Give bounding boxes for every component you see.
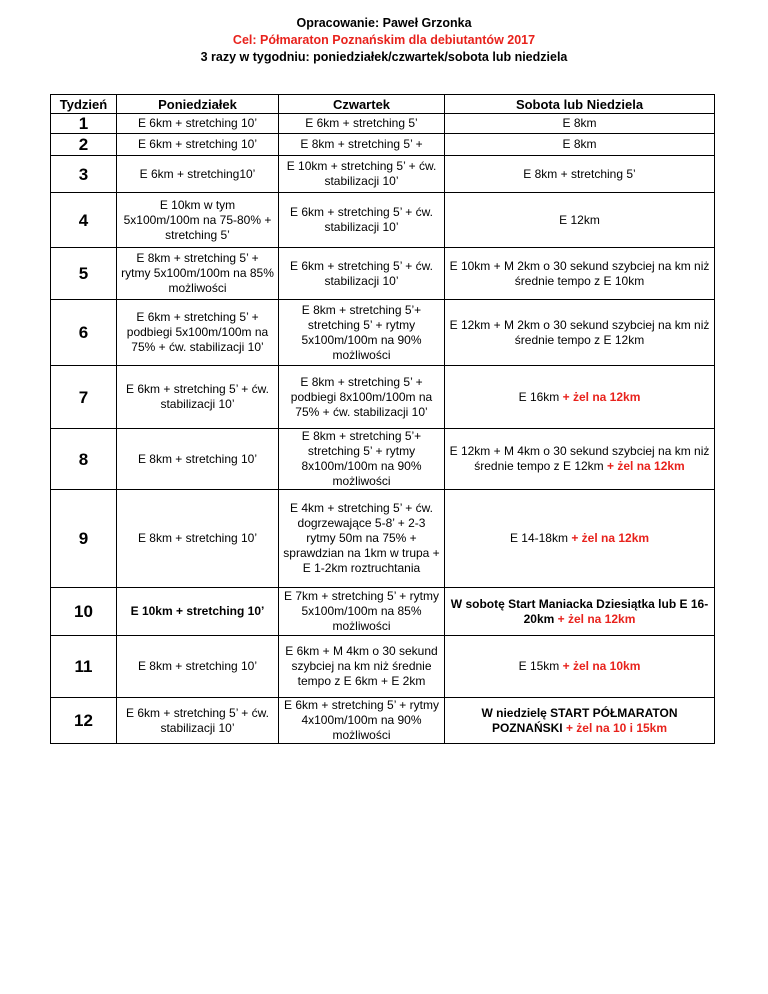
thursday-cell-text: E 8km + stretching 5’+ stretching 5’ + rytmy 8x100m/100m na 90% możliwości <box>301 429 422 488</box>
weekend-cell-text: W sobotę Start Maniacka Dziesiątka lub E 16-20km <box>450 596 709 626</box>
monday-cell-text: E 6km + stretching 5’ + podbiegi 5x100m/100m na 75% + ćw. stabilizacji 10’ <box>126 310 269 354</box>
table-row <box>51 248 715 300</box>
week-number-cell-text: 11 <box>74 657 93 676</box>
thursday-cell <box>279 636 445 698</box>
weekend-cell <box>445 193 715 248</box>
week-number-cell-text: 7 <box>78 387 89 407</box>
gel-note: + żel na 12km <box>559 389 641 404</box>
table-header-row <box>51 95 715 114</box>
week-number-cell <box>51 300 117 366</box>
week-number-cell-text: 8 <box>78 449 89 469</box>
monday-cell <box>117 193 279 248</box>
table-row <box>51 300 715 366</box>
table-row <box>51 490 715 588</box>
column-header-weekend: Sobota lub Niedziela <box>445 95 715 114</box>
week-number-cell-text: 10 <box>74 602 93 621</box>
gel-note: + żel na 12km <box>554 611 636 626</box>
thursday-cell <box>279 248 445 300</box>
week-number-cell <box>51 698 117 744</box>
thursday-cell <box>279 300 445 366</box>
monday-cell <box>117 490 279 588</box>
gel-note: + żel na 12km <box>603 459 685 473</box>
thursday-cell-text: E 4km + stretching 5’ + ćw. dogrzewające 5-8’ + 2-3 rytmy 50m na 75% + sprawdzian na 1km w trupa + E 1-2km roztruchtania <box>283 501 440 575</box>
monday-cell-text: E 6km + stretching 5’ + ćw. stabilizacji 10’ <box>126 382 269 411</box>
week-number-cell-text: 2 <box>78 135 89 154</box>
week-number-cell <box>51 636 117 698</box>
weekend-cell-text: E 12km + M 4km o 30 sekund szybciej na km niż średnie tempo z E 12km <box>449 444 710 473</box>
monday-cell <box>117 366 279 429</box>
monday-cell <box>117 588 279 636</box>
weekend-cell-text: E 8km <box>562 116 597 130</box>
monday-cell-text: E 8km + stretching 10’ <box>137 531 258 545</box>
monday-cell <box>117 114 279 134</box>
thursday-cell-text: E 6km + stretching 5’ + ćw. stabilizacji 10’ <box>290 258 433 288</box>
monday-cell-text: E 6km + stretching 10’ <box>137 137 258 151</box>
table-row <box>51 114 715 134</box>
monday-cell <box>117 429 279 490</box>
week-number-cell <box>51 114 117 134</box>
table-row <box>51 698 715 744</box>
thursday-cell <box>279 698 445 744</box>
weekend-cell <box>445 134 715 156</box>
monday-cell <box>117 636 279 698</box>
monday-cell-text: E 6km + stretching 10’ <box>137 116 258 130</box>
weekend-cell <box>445 300 715 366</box>
weekend-cell <box>445 490 715 588</box>
week-number-cell-text: 9 <box>78 529 89 548</box>
table-row <box>51 588 715 636</box>
monday-cell-text: E 6km + stretching10’ <box>139 166 256 181</box>
week-number-cell-text: 12 <box>74 711 93 730</box>
monday-cell-text: E 8km + stretching 10’ <box>137 451 258 466</box>
monday-cell-text: E 10km + stretching 10’ <box>130 604 265 618</box>
thursday-cell-text: E 8km + stretching 5’ + <box>300 137 423 151</box>
table-row <box>51 366 715 429</box>
monday-cell-text: E 8km + stretching 10’ <box>137 659 258 673</box>
column-header-monday: Poniedziałek <box>117 95 279 114</box>
thursday-cell <box>279 429 445 490</box>
training-plan-table <box>50 94 715 744</box>
thursday-cell-text: E 7km + stretching 5’ + rytmy 5x100m/100m na 85% możliwości <box>284 589 439 633</box>
weekend-cell-text: E 16km <box>518 389 560 404</box>
thursday-cell <box>279 156 445 193</box>
weekend-cell-text: E 8km + stretching 5’ <box>523 166 636 181</box>
goal-line: Cel: Półmaraton Poznańskim dla debiutantów 2017 <box>232 33 536 47</box>
week-number-cell <box>51 193 117 248</box>
table-row <box>51 156 715 193</box>
weekend-cell-text: W niedzielę START PÓŁMARATON POZNAŃSKI <box>481 705 678 735</box>
weekend-cell-text: E 14-18km <box>509 531 568 545</box>
monday-cell-text: E 8km + stretching 5’ + rytmy 5x100m/100m na 85% możliwości <box>121 251 274 295</box>
thursday-cell <box>279 114 445 134</box>
week-number-cell-text: 4 <box>78 210 89 230</box>
weekend-cell <box>445 366 715 429</box>
week-number-cell-text: 6 <box>78 323 89 342</box>
weekend-cell-text: E 10km + M 2km o 30 sekund szybciej na km niż średnie tempo z E 10km <box>449 258 710 288</box>
thursday-cell-text: E 8km + stretching 5’ + podbiegi 8x100m/100m na 75% + ćw. stabilizacji 10’ <box>290 374 433 419</box>
weekend-cell <box>445 156 715 193</box>
table-row <box>51 193 715 248</box>
monday-cell <box>117 698 279 744</box>
monday-cell-text: E 10km w tym 5x100m/100m na 75-80% + stretching 5’ <box>123 197 272 242</box>
frequency-line: 3 razy w tygodniu: poniedziałek/czwartek/sobota lub niedziela <box>200 50 568 64</box>
thursday-cell <box>279 490 445 588</box>
thursday-cell <box>279 588 445 636</box>
thursday-cell <box>279 366 445 429</box>
week-number-cell <box>51 588 117 636</box>
week-number-cell <box>51 490 117 588</box>
monday-cell <box>117 156 279 193</box>
table-row <box>51 636 715 698</box>
monday-cell <box>117 300 279 366</box>
thursday-cell-text: E 6km + stretching 5’ + rytmy 4x100m/100m na 90% możliwości <box>284 698 439 742</box>
week-number-cell <box>51 134 117 156</box>
author-line: Opracowanie: Paweł Grzonka <box>296 16 472 30</box>
thursday-cell-text: E 8km + stretching 5’+ stretching 5’ + rytmy 5x100m/100m na 90% możliwości <box>301 302 422 362</box>
column-header-thursday: Czwartek <box>279 95 445 114</box>
gel-note: + żel na 12km <box>567 531 650 545</box>
weekend-cell <box>445 636 715 698</box>
gel-note: + żel na 10km <box>559 659 641 673</box>
week-number-cell-text: 3 <box>78 164 89 184</box>
thursday-cell-text: E 6km + stretching 5’ + ćw. stabilizacji 10’ <box>290 205 433 234</box>
weekend-cell-text: E 8km <box>562 137 597 151</box>
thursday-cell-text: E 6km + M 4km o 30 sekund szybciej na km niż średnie tempo z E 6km + E 2km <box>285 644 438 688</box>
weekend-cell <box>445 248 715 300</box>
week-number-cell <box>51 156 117 193</box>
thursday-cell <box>279 193 445 248</box>
weekend-cell <box>445 588 715 636</box>
weekend-cell <box>445 698 715 744</box>
thursday-cell-text: E 6km + stretching 5’ <box>305 116 418 130</box>
gel-note: + żel na 10 i 15km <box>562 720 668 735</box>
monday-cell <box>117 248 279 300</box>
week-number-cell <box>51 429 117 490</box>
weekend-cell-text: E 15km <box>518 659 560 673</box>
weekend-cell <box>445 429 715 490</box>
week-number-cell <box>51 366 117 429</box>
thursday-cell-text: E 10km + stretching 5’ + ćw. stabilizacji 10’ <box>286 159 437 188</box>
table-row <box>51 134 715 156</box>
weekend-cell-text: E 12km <box>559 212 600 227</box>
week-number-cell <box>51 248 117 300</box>
week-number-cell-text: 1 <box>78 114 89 133</box>
table-row <box>51 429 715 490</box>
weekend-cell <box>445 114 715 134</box>
column-header-week: Tydzień <box>51 95 117 114</box>
week-number-cell-text: 5 <box>78 264 89 283</box>
monday-cell-text: E 6km + stretching 5’ + ćw. stabilizacji 10’ <box>126 705 269 735</box>
thursday-cell <box>279 134 445 156</box>
monday-cell <box>117 134 279 156</box>
weekend-cell-text: E 12km + M 2km o 30 sekund szybciej na km niż średnie tempo z E 12km <box>449 317 710 347</box>
